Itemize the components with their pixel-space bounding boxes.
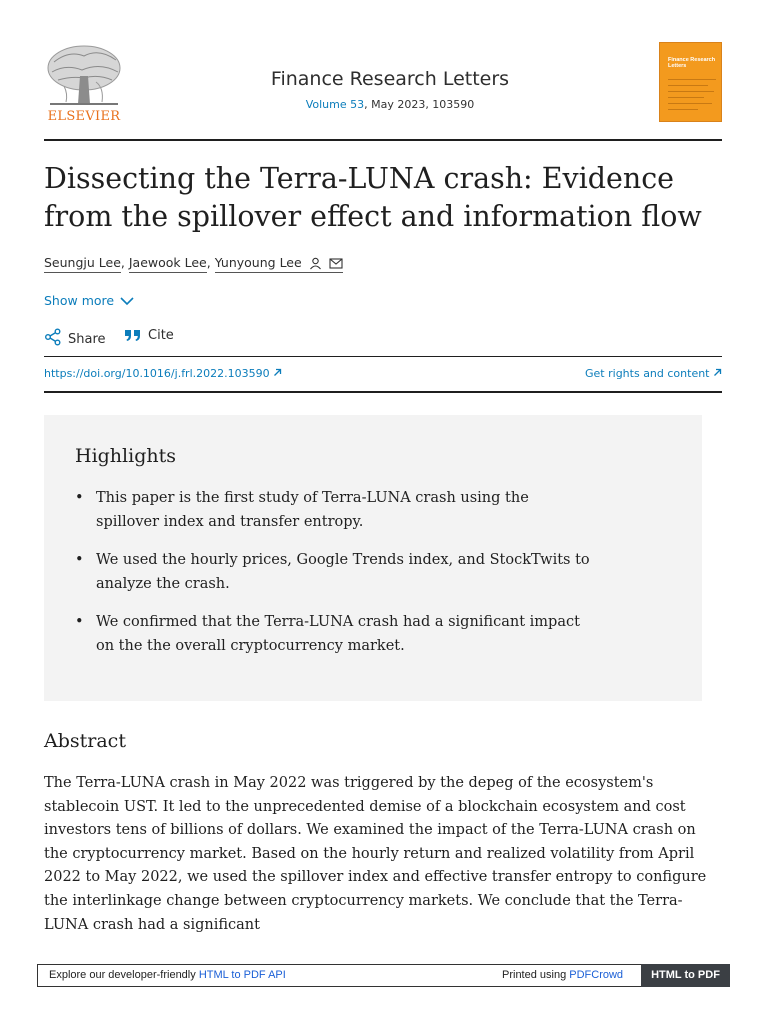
- doi-link[interactable]: [44, 367, 282, 380]
- highlight-text: We confirmed that the Terra-LUNA crash had a significant impact on the the overall cryptocurrency market.: [96, 614, 580, 654]
- doi-text: https://doi.org/10.1016/j.frl.2022.103590: [44, 367, 270, 380]
- cite-label: Cite: [148, 328, 174, 343]
- pdfcrowd-footer: [37, 964, 730, 987]
- publisher-wordmark: ELSEVIER: [47, 109, 121, 124]
- external-link-icon: [713, 368, 722, 377]
- quote-icon: [124, 328, 142, 342]
- abstract-text: The Terra-LUNA crash in May 2022 was triggered by the depeg of the ecosystem's stablecoin UST. It led to the unprecedented demise of a blockchain ecosystem and cost investors tens of billions of dollars. We examined the impact of the Terra-LUNA crash on the cryptocurrency market. Based on the hourly return and realized volatility from April 2022 to May 2022, we used the spillover index and effective transfer entropy to configure the interlinkage change between cryptocurrency markets. We conclude that the Terra-LUNA crash had a significant: [44, 775, 707, 933]
- html-to-pdf-api-link[interactable]: HTML to PDF API: [198, 969, 286, 981]
- bullet-icon: •: [75, 614, 84, 630]
- rights-text: Get rights and content: [585, 367, 710, 380]
- author-name: Yunyoung Lee: [214, 255, 302, 270]
- pdfcrowd-link[interactable]: PDFCrowd: [569, 969, 624, 981]
- highlights-heading: Highlights: [75, 445, 176, 467]
- highlights-list: [75, 487, 595, 673]
- issue-details: , May 2023, 103590: [364, 98, 475, 111]
- share-label: Share: [68, 332, 106, 347]
- share-button[interactable]: [44, 328, 106, 347]
- header-divider: [44, 139, 722, 141]
- footer-printed: [502, 969, 623, 981]
- highlight-item: [75, 487, 595, 534]
- highlight-item: [75, 549, 595, 596]
- author-list: Seungju Lee, Jaewook Lee, Yunyoung Lee: [44, 255, 343, 270]
- cover-title: Finance Research Letters: [668, 57, 716, 69]
- show-more-label: Show more: [44, 293, 115, 308]
- footer-explore-text: Explore our developer-friendly: [49, 969, 199, 981]
- footer-explore: [49, 969, 286, 981]
- article-title: Dissecting the Terra-LUNA crash: Evidence from the spillover effect and information flow: [44, 162, 702, 233]
- journal-cover-thumbnail[interactable]: [659, 42, 722, 122]
- cite-button[interactable]: [124, 328, 174, 343]
- volume-info: [0, 98, 768, 111]
- chevron-down-icon: [120, 297, 134, 306]
- bullet-icon: •: [75, 552, 84, 568]
- external-link-icon: [273, 368, 282, 377]
- abstract-heading: Abstract: [44, 730, 126, 752]
- email-icon: [329, 258, 343, 269]
- volume-link[interactable]: Volume 53: [305, 98, 365, 111]
- bullet-icon: •: [75, 490, 84, 506]
- author-link[interactable]: [215, 255, 343, 273]
- highlight-text: We used the hourly prices, Google Trends index, and StockTwits to analyze the crash.: [96, 552, 590, 592]
- person-icon: [309, 257, 322, 270]
- journal-name[interactable]: Finance Research Letters: [270, 68, 510, 90]
- highlight-item: [75, 611, 595, 658]
- doi-divider: [44, 356, 722, 357]
- author-link[interactable]: Jaewook Lee: [129, 255, 207, 273]
- highlights-box: [44, 415, 702, 701]
- highlight-text: This paper is the first study of Terra-LUNA crash using the spillover index and transfer entropy.: [96, 490, 529, 530]
- rights-link[interactable]: [585, 367, 722, 380]
- author-link[interactable]: Seungju Lee: [44, 255, 121, 273]
- section-divider: [44, 391, 722, 393]
- share-icon: [44, 328, 62, 346]
- html-to-pdf-button[interactable]: HTML to PDF: [641, 964, 730, 987]
- footer-printed-text: Printed using: [502, 969, 570, 981]
- show-more-button[interactable]: [44, 293, 134, 308]
